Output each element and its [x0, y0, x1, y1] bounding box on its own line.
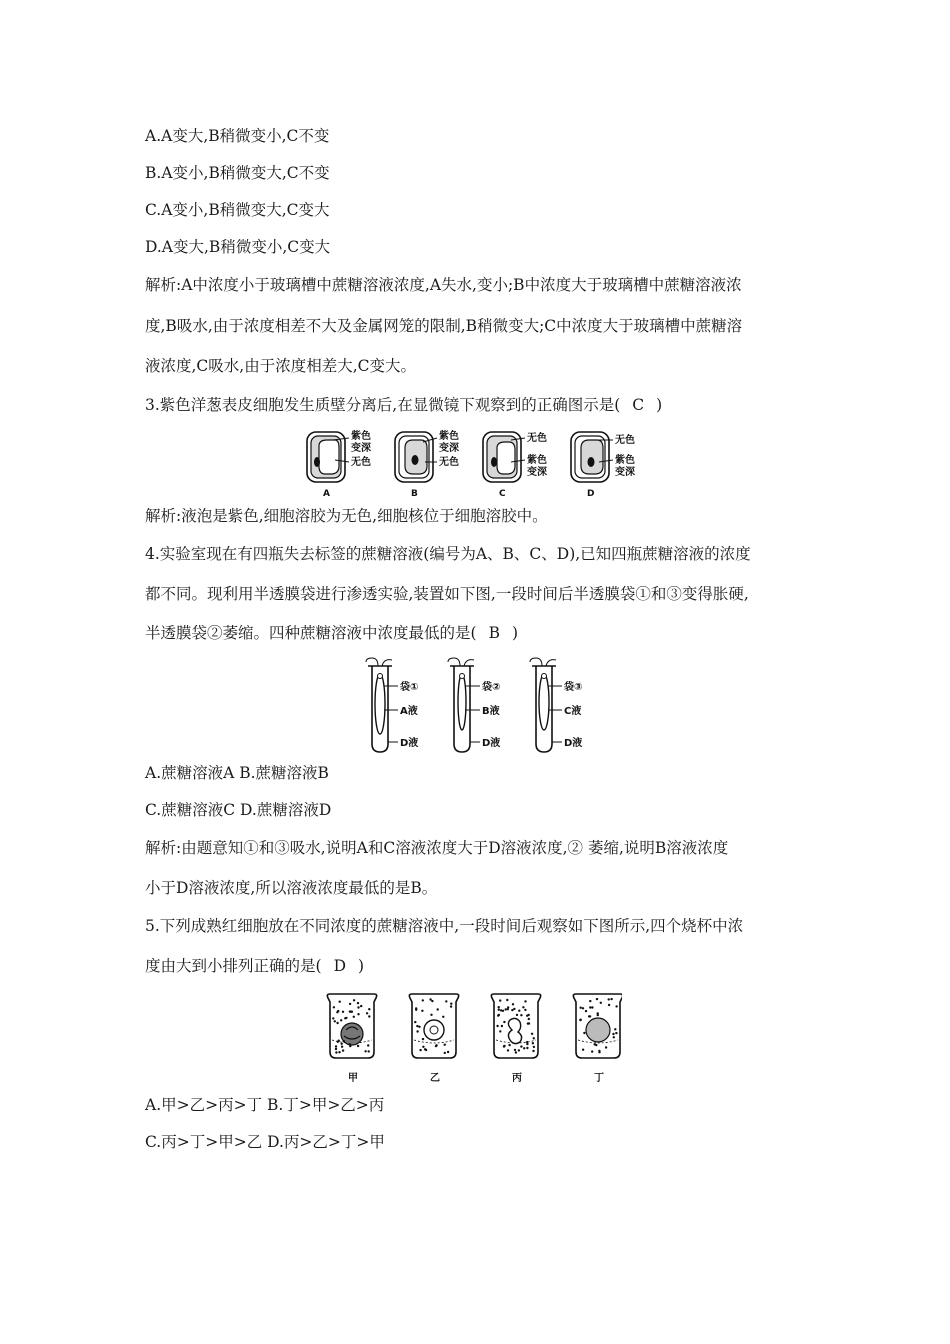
solute-dot — [341, 1046, 343, 1048]
q2-option-c: C.A变小,B稍微变大,C变大 — [145, 201, 330, 219]
solute-dot — [499, 1030, 501, 1032]
solute-dot — [515, 1051, 517, 1053]
beaker-label-jia: 甲 — [348, 1073, 358, 1084]
cell-a-label: 紫色 — [351, 431, 371, 442]
plasmolysis-figure — [305, 428, 650, 500]
solute-dot — [336, 1022, 338, 1024]
solute-dot — [526, 1041, 528, 1043]
solute-dot — [499, 999, 501, 1001]
solute-dot — [360, 1005, 362, 1007]
solute-dot — [589, 1000, 591, 1002]
solute-dot — [524, 1009, 526, 1011]
q5-option-line: C.丙>丁>甲>乙 D.丙>乙>丁>甲 — [145, 1133, 385, 1151]
solute-dot — [333, 1006, 335, 1008]
solute-dot — [342, 1049, 344, 1051]
solute-dot — [450, 1005, 452, 1007]
solute-dot — [444, 1052, 446, 1054]
solute-dot — [591, 1006, 593, 1008]
solute-dot — [366, 1012, 368, 1014]
solute-dot — [503, 1021, 505, 1023]
tube-1 — [366, 658, 418, 752]
q3-answer: C — [632, 396, 645, 414]
solute-dot — [344, 1017, 346, 1019]
solute-dot — [527, 1022, 529, 1024]
q3-stem-close: ) — [656, 396, 663, 414]
solute-dot — [337, 1041, 339, 1043]
q4-option-line: C.蔗糖溶液C D.蔗糖溶液D — [145, 801, 332, 819]
q4-stem-line — [145, 623, 518, 643]
solute-dot — [338, 1051, 340, 1053]
solute-dot — [613, 1036, 615, 1038]
q2-option-d: D.A变大,B稍微变小,C变大 — [145, 238, 331, 256]
solute-dot — [431, 1000, 433, 1002]
solute-dot — [497, 1014, 499, 1016]
tube-1-outer-label: D液 — [400, 738, 419, 749]
solute-dot — [589, 1006, 591, 1008]
cell-a-label: 无色 — [351, 457, 371, 468]
solute-dot — [520, 1014, 522, 1016]
tube-3-inner-label: C液 — [564, 706, 582, 717]
solute-dot — [608, 1004, 610, 1006]
beaker-yi — [409, 994, 458, 1084]
solute-dot — [610, 998, 612, 1000]
solute-dot — [415, 1009, 417, 1011]
q4-answer: B — [488, 624, 500, 642]
cell-a — [307, 429, 371, 499]
cell-c-letter: C — [499, 489, 506, 499]
cell-d-letter: D — [587, 489, 595, 499]
solute-dot — [332, 1017, 334, 1019]
solute-dot — [368, 1050, 370, 1052]
solute-dot — [364, 1050, 366, 1052]
solute-dot — [498, 1006, 500, 1008]
solute-dot — [337, 1010, 339, 1012]
solute-dot — [430, 1014, 432, 1016]
solute-dot — [612, 1033, 614, 1035]
tube-2 — [448, 658, 500, 752]
solute-dot — [429, 998, 431, 1000]
solute-dot — [520, 1045, 522, 1047]
q2-option-b: B.A变小,B稍微变大,C不变 — [145, 164, 330, 182]
solute-dot — [513, 1008, 515, 1010]
solute-dot — [368, 1008, 370, 1010]
q4-stem-close: ) — [511, 624, 519, 642]
q5-stem-line: 5.下列成熟红细胞放在不同浓度的蔗糖溶液中,一段时间后观察如下图所示,四个烧杯中浓 — [145, 917, 744, 935]
beaker-label-bing: 丙 — [512, 1073, 522, 1084]
solute-dot — [522, 1006, 524, 1008]
q5-stem-text: 度由大到小排列正确的是( — [145, 957, 322, 975]
cell-c — [483, 431, 547, 499]
solute-dot — [600, 1002, 602, 1004]
solute-dot — [505, 1008, 507, 1010]
solute-dot — [418, 1026, 420, 1028]
solute-dot — [357, 1006, 359, 1008]
cell-d — [571, 432, 635, 499]
solute-dot — [368, 1015, 370, 1017]
solute-dot — [532, 1042, 534, 1044]
solute-dot — [421, 1010, 423, 1012]
solute-dot — [614, 1028, 616, 1030]
solute-dot — [523, 1047, 525, 1049]
q4-analysis-line: 解析:由题意知①和③吸水,说明A和C溶液浓度大于D溶液浓度,② 萎缩,说明B溶液浓度 — [145, 839, 729, 857]
solute-dot — [526, 1015, 528, 1017]
solute-dot — [353, 1016, 355, 1018]
solute-dot — [341, 1043, 343, 1045]
solute-dot — [533, 1046, 535, 1048]
solute-dot — [414, 1021, 416, 1023]
solute-dot — [583, 1032, 585, 1034]
tube-2-bag-label: 袋② — [482, 682, 501, 693]
solute-dot — [524, 1000, 526, 1002]
cell-b-letter: B — [411, 489, 418, 499]
cell-c-label: 变深 — [527, 467, 547, 478]
solute-dot — [416, 1025, 418, 1027]
cell-b-label: 变深 — [439, 443, 459, 454]
q5-answer: D — [333, 957, 346, 975]
beaker-ding — [573, 994, 622, 1084]
q3-stem — [145, 395, 662, 415]
solute-dot — [419, 1049, 421, 1051]
solute-dot — [532, 1050, 534, 1052]
solute-dot — [615, 1032, 617, 1034]
solute-dot — [501, 1025, 503, 1027]
solute-dot — [502, 1010, 504, 1012]
solute-dot — [357, 1045, 359, 1047]
solute-dot — [335, 1045, 337, 1047]
solute-dot — [596, 998, 598, 1000]
solute-dot — [353, 999, 355, 1001]
solute-dot — [416, 1030, 418, 1032]
solute-dot — [447, 1051, 449, 1053]
solute-dot — [343, 1040, 345, 1042]
solute-dot — [597, 1012, 599, 1014]
solute-dot — [508, 1044, 510, 1046]
solute-dot — [437, 1008, 439, 1010]
solute-dot — [349, 1003, 351, 1005]
solute-dot — [335, 1051, 337, 1053]
q5-stem-line — [145, 956, 364, 976]
solute-dot — [511, 1009, 513, 1011]
solute-dot — [514, 1049, 516, 1051]
tube-1-bag-label: 袋① — [400, 682, 419, 693]
cell-b — [395, 429, 459, 499]
solute-dot — [450, 1003, 452, 1005]
solute-dot — [350, 1011, 352, 1013]
cell-d-label: 变深 — [615, 467, 635, 478]
solute-dot — [579, 1019, 581, 1021]
solute-dot — [595, 1044, 597, 1046]
q4-stem-text: 半透膜袋②萎缩。四种蔗糖溶液中浓度最低的是( — [145, 624, 477, 642]
solute-dot — [357, 1013, 359, 1015]
cell-c-label: 紫色 — [527, 455, 547, 466]
q5-option-line: A.甲>乙>丙>丁 B.丁>甲>乙>丙 — [145, 1096, 385, 1114]
solute-dot — [582, 1007, 584, 1009]
solute-dot — [598, 1051, 600, 1053]
q2-analysis-line: 度,B吸水,由于浓度相差不大及金属网笼的限制,B稍微变大;C中浓度大于玻璃槽中蔗糖溶 — [145, 317, 743, 335]
solute-dot — [507, 1049, 509, 1051]
solute-dot — [580, 1007, 582, 1009]
solute-dot — [435, 1045, 437, 1047]
tube-1-inner-label: A液 — [400, 706, 418, 717]
solute-dot — [533, 1037, 535, 1039]
solute-dot — [503, 1045, 505, 1047]
solute-dot — [518, 1010, 520, 1012]
q2-analysis-line: 液浓度,C吸水,由于浓度相差大,C变大。 — [145, 357, 417, 375]
cell-b-label: 紫色 — [439, 431, 459, 442]
solute-dot — [422, 999, 424, 1001]
solute-dot — [518, 1049, 520, 1051]
solute-dot — [506, 999, 508, 1001]
solute-dot — [445, 1000, 447, 1002]
solute-dot — [422, 1046, 424, 1048]
osmosis-tube-figure — [358, 656, 598, 756]
cell-b-label: 无色 — [439, 457, 459, 468]
beaker-figure — [322, 990, 622, 1086]
cell-c-label: 无色 — [527, 433, 547, 444]
solute-dot — [512, 1003, 514, 1005]
solute-dot — [528, 1018, 530, 1020]
beaker-jia — [327, 994, 376, 1084]
tube-3-outer-label: D液 — [564, 738, 583, 749]
tube-3-bag-label: 袋③ — [564, 682, 583, 693]
solute-dot — [498, 1009, 500, 1011]
q4-option-line: A.蔗糖溶液A B.蔗糖溶液B — [145, 764, 329, 782]
q2-option-a: A.A变大,B稍微变小,C不变 — [145, 127, 330, 145]
solute-dot — [342, 1011, 344, 1013]
solute-dot — [424, 1048, 426, 1050]
solute-dot — [615, 1005, 617, 1007]
solute-dot — [339, 1001, 341, 1003]
beaker-label-ding: 丁 — [594, 1073, 604, 1084]
solute-dot — [608, 998, 610, 1000]
q5-stem-close: ) — [358, 957, 365, 975]
solute-dot — [422, 1038, 424, 1040]
q3-stem-text: 3.紫色洋葱表皮细胞发生质壁分离后,在显微镜下观察到的正确图示是( — [145, 396, 621, 414]
beaker-bing — [491, 994, 540, 1084]
solute-dot — [442, 1016, 444, 1018]
solute-dot — [605, 1046, 607, 1048]
solute-dot — [340, 1019, 342, 1021]
q4-stem-line: 4.实验室现在有四瓶失去标签的蔗糖溶液(编号为A、B、C、D),已知四瓶蔗糖溶液的浓度 — [145, 545, 751, 563]
solute-dot — [516, 1014, 518, 1016]
cell-d-label: 无色 — [615, 435, 635, 446]
tube-2-outer-label: D液 — [482, 738, 501, 749]
solute-dot — [444, 1044, 446, 1046]
cell-a-letter: A — [323, 489, 330, 499]
tube-2-inner-label: B液 — [482, 706, 500, 717]
beaker-label-yi: 乙 — [430, 1073, 440, 1084]
solute-dot — [526, 1047, 528, 1049]
solute-dot — [591, 1050, 593, 1052]
solute-dot — [496, 1025, 498, 1027]
solute-dot — [585, 1010, 587, 1012]
solute-dot — [335, 1048, 337, 1050]
solute-dot — [357, 1002, 359, 1004]
cell-a-label: 变深 — [351, 443, 371, 454]
solute-dot — [349, 1045, 351, 1047]
cell-d-label: 紫色 — [615, 455, 635, 466]
solute-dot — [582, 1049, 584, 1051]
q4-analysis-line: 小于D溶液浓度,所以溶液浓度最低的是B。 — [145, 879, 438, 897]
solute-dot — [507, 1006, 509, 1008]
solute-dot — [334, 1020, 336, 1022]
tube-3 — [530, 658, 582, 752]
q3-analysis: 解析:液泡是紫色,细胞溶胶为无色,细胞核位于细胞溶胶中。 — [145, 507, 548, 525]
solute-dot — [367, 1044, 369, 1046]
solute-dot — [531, 1033, 533, 1035]
q2-analysis-line: 解析:A中浓度小于玻璃槽中蔗糖溶液浓度,A失水,变小;B中浓度大于玻璃槽中蔗糖溶液浓 — [145, 276, 742, 294]
solute-dot — [588, 1015, 590, 1017]
q4-stem-line: 都不同。现利用半透膜袋进行渗透实验,装置如下图,一段时间后半透膜袋①和③变得胀硬, — [145, 585, 749, 603]
